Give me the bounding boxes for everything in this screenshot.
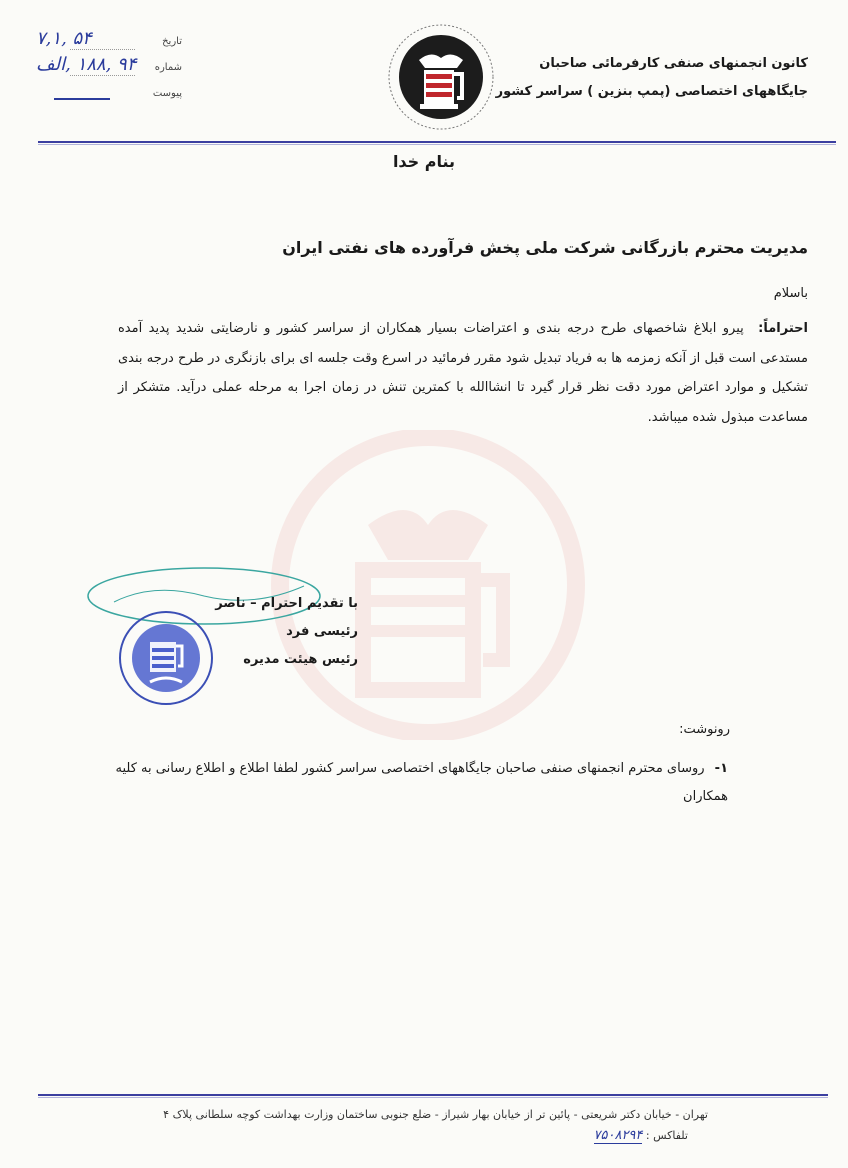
body-paragraph: پیرو ابلاغ شاخصهای طرح درجه بندی و اعتراضات بسیار همکاران از سراسر کشور و نارضایتی شدید پدید آمده مستدعی است قبل از آنکه زمزمه ها به فریاد تبدیل شود مقرر فرمائید در اسرع وقت جلسه ای برای بازنگری در طرح درجه بندی تشکیل و موارد اعتراض مورد دقت نظر قرار گیرد تا انشاالله با کمترین تنش در زمان اجرا به مرحله عملی درآید. متشکر از مساعدت مبذول شده میباشد. <box>118 321 808 425</box>
fax-number: ۷۵۰۸۲۹۴ <box>593 1128 643 1143</box>
bismillah: بنام خدا <box>392 152 456 171</box>
recipient-line: مدیریت محترم بازرگانی شرکت ملی پخش فرآورده های نفتی ایران <box>282 238 808 257</box>
letter-body <box>118 314 808 432</box>
date-value: ۵۴ ,۷,۱ <box>36 28 92 49</box>
body-label: احتراماً: <box>758 321 808 336</box>
official-stamp-icon <box>110 608 222 708</box>
footer-address: تهران - خیابان دکتر شریعتی - پائین تر از خیابان بهار شیراز - ضلع جنوبی ساختمان وزارت بهداشت کوچه سلطانی پلاک ۴ <box>163 1108 708 1121</box>
attachment-row <box>30 80 190 106</box>
footer-divider <box>38 1094 828 1096</box>
signatory-name: با تقدیم احترام – ناصر رئیسی فرد <box>215 596 358 639</box>
cc-label: رونوشت: <box>679 722 730 737</box>
fax-label: تلفاکس : <box>645 1129 688 1142</box>
cc-item <box>108 755 728 811</box>
footer-fax <box>288 1128 688 1143</box>
cc-item-number: ۱- <box>714 761 728 776</box>
header-divider-thin <box>38 144 836 145</box>
greeting: باسلام <box>773 286 808 301</box>
handshake-fuel-pump-logo-icon <box>386 22 496 132</box>
signatory-title: رئیس هیئت مدیره <box>243 652 358 667</box>
attachment-label: پیوست <box>152 88 182 99</box>
date-row <box>30 28 190 54</box>
letter-meta <box>30 28 190 106</box>
number-row <box>30 54 190 80</box>
org-name-line2: جایگاههای اختصاصی (پمپ بنزین ) سراسر کشور <box>495 84 808 99</box>
header-divider <box>38 141 836 143</box>
footer-divider-thin <box>38 1097 828 1098</box>
number-label: شماره <box>154 62 182 73</box>
org-name-line1: کانون انجمنهای صنفی کارفرمائی صاحبان <box>539 56 808 71</box>
date-label: تاریخ <box>162 36 182 47</box>
cc-item-text: روسای محترم انجمنهای صنفی صاحبان جایگاههای اختصاصی سراسر کشور لطفا اطلاع و اطلاع رسانی به کلیه همکاران <box>115 761 728 804</box>
number-value: ۹۴ ,۱۸۸ ,الف <box>36 54 137 75</box>
